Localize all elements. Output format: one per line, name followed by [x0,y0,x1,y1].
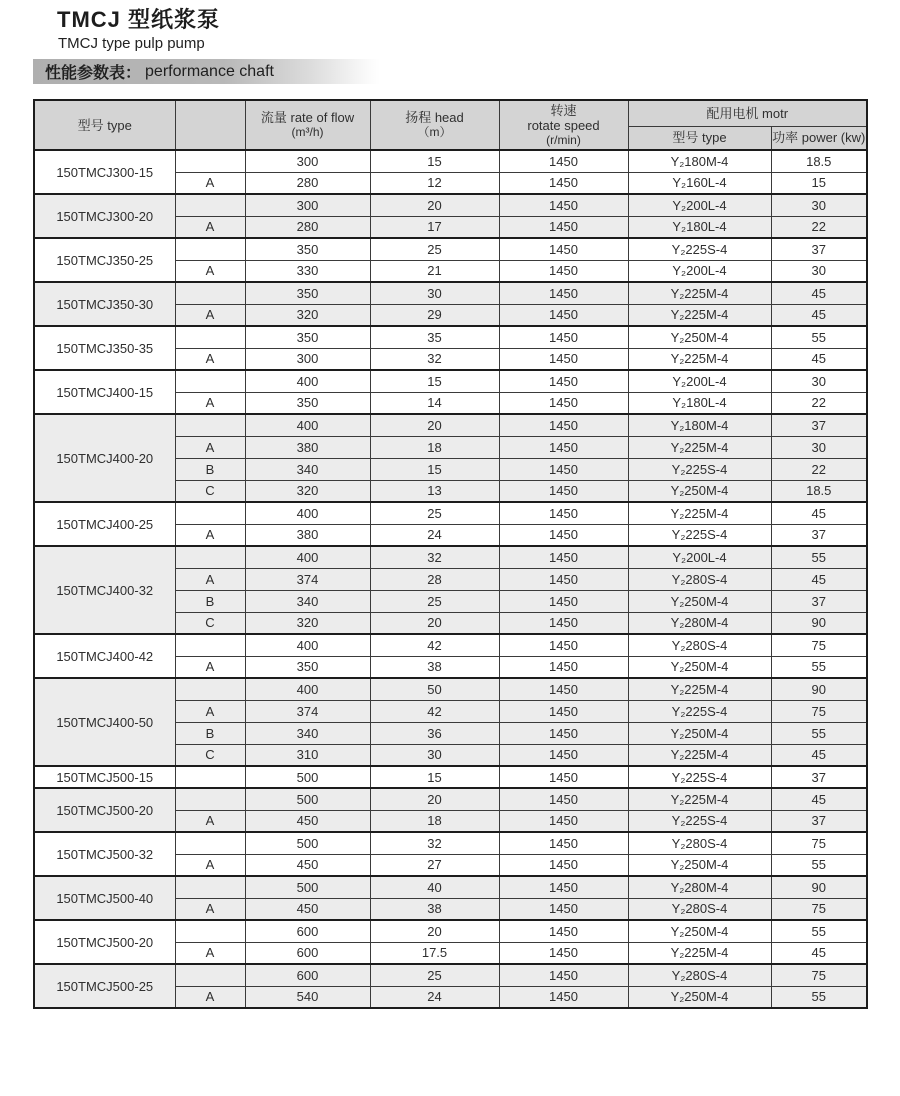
speed-cell: 1450 [499,436,628,458]
variant-cell: A [175,568,245,590]
head-cell: 15 [370,766,499,788]
table-row [34,920,867,942]
variant-cell: A [175,260,245,282]
motor-cell: Y₂250M-4 [628,920,771,942]
col-header-head-unit: （m） [417,125,452,139]
col-header-head [370,100,499,150]
table-row [34,282,867,304]
flow-cell: 300 [245,150,370,172]
motor-cell: Y₂225M-4 [628,942,771,964]
head-cell: 30 [370,744,499,766]
flow-cell: 350 [245,392,370,414]
table-row [34,326,867,348]
speed-cell: 1450 [499,150,628,172]
power-cell: 90 [771,612,867,634]
variant-cell: A [175,392,245,414]
speed-cell: 1450 [499,282,628,304]
motor-cell: Y₂225S-4 [628,810,771,832]
model-cell: 150TMCJ400-32 [34,546,175,634]
variant-cell [175,414,245,436]
flow-cell: 320 [245,480,370,502]
flow-cell: 450 [245,810,370,832]
motor-cell: Y₂225M-4 [628,788,771,810]
motor-cell: Y₂280M-4 [628,876,771,898]
flow-cell: 500 [245,876,370,898]
speed-cell: 1450 [499,238,628,260]
variant-cell [175,678,245,700]
head-cell: 25 [370,964,499,986]
power-cell: 45 [771,568,867,590]
head-cell: 40 [370,876,499,898]
motor-cell: Y₂200L-4 [628,546,771,568]
head-cell: 14 [370,392,499,414]
power-cell: 22 [771,392,867,414]
flow-cell: 374 [245,700,370,722]
table-row [34,238,867,260]
speed-cell: 1450 [499,348,628,370]
speed-cell: 1450 [499,986,628,1008]
head-cell: 15 [370,458,499,480]
power-cell: 15 [771,172,867,194]
motor-cell: Y₂250M-4 [628,722,771,744]
flow-cell: 350 [245,282,370,304]
flow-cell: 300 [245,348,370,370]
flow-cell: 400 [245,370,370,392]
speed-cell: 1450 [499,392,628,414]
power-cell: 75 [771,700,867,722]
power-cell: 55 [771,326,867,348]
page-subtitle: TMCJ type pulp pump [58,35,205,52]
motor-cell: Y₂180M-4 [628,414,771,436]
speed-cell: 1450 [499,304,628,326]
head-cell: 38 [370,656,499,678]
power-cell: 75 [771,898,867,920]
power-cell: 55 [771,920,867,942]
model-cell: 150TMCJ350-25 [34,238,175,282]
speed-cell: 1450 [499,634,628,656]
head-cell: 27 [370,854,499,876]
head-cell: 50 [370,678,499,700]
motor-cell: Y₂280S-4 [628,898,771,920]
model-cell: 150TMCJ300-20 [34,194,175,238]
speed-cell: 1450 [499,810,628,832]
head-cell: 35 [370,326,499,348]
performance-table [33,99,868,1009]
flow-cell: 450 [245,898,370,920]
speed-cell: 1450 [499,414,628,436]
power-cell: 37 [771,524,867,546]
flow-cell: 350 [245,238,370,260]
variant-cell: A [175,700,245,722]
head-cell: 32 [370,832,499,854]
variant-cell: A [175,172,245,194]
flow-cell: 400 [245,502,370,524]
motor-cell: Y₂225M-4 [628,744,771,766]
power-cell: 45 [771,744,867,766]
head-cell: 32 [370,546,499,568]
power-cell: 45 [771,348,867,370]
speed-cell: 1450 [499,502,628,524]
motor-cell: Y₂225M-4 [628,678,771,700]
table-row [34,678,867,700]
variant-cell: A [175,898,245,920]
motor-cell: Y₂200L-4 [628,370,771,392]
motor-cell: Y₂180L-4 [628,216,771,238]
head-cell: 12 [370,172,499,194]
variant-cell: C [175,612,245,634]
speed-cell: 1450 [499,524,628,546]
head-cell: 42 [370,634,499,656]
flow-cell: 380 [245,524,370,546]
speed-cell: 1450 [499,722,628,744]
variant-cell: B [175,458,245,480]
power-cell: 55 [771,986,867,1008]
table-row [34,634,867,656]
col-header-variant [175,100,245,150]
head-cell: 36 [370,722,499,744]
head-cell: 17.5 [370,942,499,964]
head-cell: 15 [370,150,499,172]
power-cell: 45 [771,788,867,810]
flow-cell: 310 [245,744,370,766]
speed-cell: 1450 [499,656,628,678]
flow-cell: 400 [245,546,370,568]
speed-cell: 1450 [499,920,628,942]
section-label-en: performance chaft [145,62,274,80]
model-cell: 150TMCJ500-25 [34,964,175,1008]
flow-cell: 500 [245,766,370,788]
model-cell: 150TMCJ400-15 [34,370,175,414]
power-cell: 90 [771,876,867,898]
motor-cell: Y₂200L-4 [628,194,771,216]
flow-cell: 280 [245,172,370,194]
head-cell: 30 [370,282,499,304]
model-cell: 150TMCJ500-32 [34,832,175,876]
col-header-flow-label: 流量 rate of flow [260,110,355,125]
power-cell: 75 [771,964,867,986]
motor-cell: Y₂280S-4 [628,634,771,656]
flow-cell: 380 [245,436,370,458]
table-row [34,546,867,568]
flow-cell: 400 [245,678,370,700]
motor-cell: Y₂250M-4 [628,986,771,1008]
variant-cell [175,546,245,568]
flow-cell: 600 [245,964,370,986]
col-header-head-label: 扬程 head [405,110,464,125]
flow-cell: 280 [245,216,370,238]
variant-cell: A [175,304,245,326]
variant-cell [175,326,245,348]
motor-cell: Y₂160L-4 [628,172,771,194]
variant-cell [175,964,245,986]
motor-cell: Y₂225M-4 [628,304,771,326]
motor-cell: Y₂200L-4 [628,260,771,282]
power-cell: 75 [771,832,867,854]
col-header-model: 型号 type [34,100,175,150]
flow-cell: 320 [245,612,370,634]
power-cell: 30 [771,370,867,392]
power-cell: 37 [771,238,867,260]
col-header-motor-group: 配用电机 motr [628,100,867,126]
col-header-speed-unit: (r/min) [546,132,581,147]
motor-cell: Y₂225S-4 [628,766,771,788]
head-cell: 15 [370,370,499,392]
variant-cell: B [175,590,245,612]
head-cell: 17 [370,216,499,238]
speed-cell: 1450 [499,546,628,568]
model-cell: 150TMCJ400-20 [34,414,175,502]
variant-cell [175,788,245,810]
head-cell: 18 [370,436,499,458]
section-header-bar [33,59,380,84]
flow-cell: 350 [245,656,370,678]
motor-cell: Y₂250M-4 [628,656,771,678]
model-cell: 150TMCJ400-50 [34,678,175,766]
page-title: TMCJ 型纸浆泵 [57,7,221,32]
flow-cell: 300 [245,194,370,216]
model-cell: 150TMCJ300-15 [34,150,175,194]
motor-cell: Y₂225M-4 [628,348,771,370]
power-cell: 30 [771,260,867,282]
speed-cell: 1450 [499,766,628,788]
variant-cell [175,766,245,788]
variant-cell: C [175,480,245,502]
power-cell: 37 [771,766,867,788]
col-header-speed-cn: 转速 [550,102,577,118]
variant-cell: A [175,656,245,678]
table-row [34,832,867,854]
flow-cell: 450 [245,854,370,876]
power-cell: 37 [771,590,867,612]
motor-cell: Y₂250M-4 [628,854,771,876]
model-cell: 150TMCJ500-40 [34,876,175,920]
head-cell: 24 [370,986,499,1008]
power-cell: 45 [771,304,867,326]
table-row [34,788,867,810]
motor-cell: Y₂280S-4 [628,568,771,590]
head-cell: 24 [370,524,499,546]
power-cell: 45 [771,942,867,964]
table-row [34,414,867,436]
power-cell: 45 [771,282,867,304]
speed-cell: 1450 [499,216,628,238]
col-header-flow-unit: (m³/h) [291,125,324,139]
head-cell: 29 [370,304,499,326]
motor-cell: Y₂225S-4 [628,524,771,546]
col-header-speed-en: rotate speed [527,117,600,133]
motor-cell: Y₂225M-4 [628,436,771,458]
variant-cell [175,634,245,656]
model-cell: 150TMCJ400-25 [34,502,175,546]
power-cell: 18.5 [771,150,867,172]
speed-cell: 1450 [499,458,628,480]
speed-cell: 1450 [499,744,628,766]
speed-cell: 1450 [499,788,628,810]
flow-cell: 350 [245,326,370,348]
variant-cell [175,150,245,172]
motor-cell: Y₂225M-4 [628,502,771,524]
table-row [34,502,867,524]
variant-cell [175,876,245,898]
table-body [34,150,867,1008]
motor-cell: Y₂225S-4 [628,458,771,480]
variant-cell [175,832,245,854]
speed-cell: 1450 [499,612,628,634]
power-cell: 18.5 [771,480,867,502]
speed-cell: 1450 [499,942,628,964]
speed-cell: 1450 [499,832,628,854]
power-cell: 55 [771,722,867,744]
flow-cell: 400 [245,634,370,656]
model-cell: 150TMCJ400-42 [34,634,175,678]
speed-cell: 1450 [499,370,628,392]
head-cell: 25 [370,238,499,260]
variant-cell: A [175,524,245,546]
col-header-flow [245,100,370,150]
variant-cell: C [175,744,245,766]
model-cell: 150TMCJ500-20 [34,788,175,832]
speed-cell: 1450 [499,568,628,590]
motor-cell: Y₂280M-4 [628,612,771,634]
variant-cell: A [175,854,245,876]
table-row [34,876,867,898]
power-cell: 30 [771,194,867,216]
model-cell: 150TMCJ500-15 [34,766,175,788]
model-cell: 150TMCJ350-35 [34,326,175,370]
table-row [34,964,867,986]
variant-cell: A [175,986,245,1008]
flow-cell: 500 [245,788,370,810]
motor-cell: Y₂180L-4 [628,392,771,414]
variant-cell: A [175,348,245,370]
power-cell: 22 [771,458,867,480]
power-cell: 55 [771,546,867,568]
head-cell: 21 [370,260,499,282]
motor-cell: Y₂225S-4 [628,238,771,260]
speed-cell: 1450 [499,194,628,216]
power-cell: 55 [771,854,867,876]
col-header-motor-power: 功率 power (kw) [771,126,867,150]
variant-cell [175,238,245,260]
col-header-speed [499,100,628,150]
speed-cell: 1450 [499,480,628,502]
head-cell: 13 [370,480,499,502]
flow-cell: 540 [245,986,370,1008]
power-cell: 45 [771,502,867,524]
flow-cell: 400 [245,414,370,436]
motor-cell: Y₂225M-4 [628,282,771,304]
head-cell: 20 [370,920,499,942]
model-cell: 150TMCJ350-30 [34,282,175,326]
motor-cell: Y₂250M-4 [628,590,771,612]
head-cell: 20 [370,414,499,436]
variant-cell [175,370,245,392]
head-cell: 38 [370,898,499,920]
head-cell: 18 [370,810,499,832]
speed-cell: 1450 [499,964,628,986]
power-cell: 90 [771,678,867,700]
variant-cell: A [175,436,245,458]
section-label-cn: 性能参数表： [45,65,142,82]
table-row [34,766,867,788]
speed-cell: 1450 [499,260,628,282]
speed-cell: 1450 [499,590,628,612]
speed-cell: 1450 [499,678,628,700]
head-cell: 20 [370,194,499,216]
flow-cell: 340 [245,458,370,480]
variant-cell [175,502,245,524]
flow-cell: 340 [245,722,370,744]
speed-cell: 1450 [499,326,628,348]
table-row [34,370,867,392]
head-cell: 25 [370,590,499,612]
head-cell: 32 [370,348,499,370]
variant-cell [175,194,245,216]
speed-cell: 1450 [499,876,628,898]
speed-cell: 1450 [499,172,628,194]
table-header [34,100,867,150]
power-cell: 55 [771,656,867,678]
head-cell: 20 [370,612,499,634]
variant-cell: A [175,810,245,832]
catalog-page [0,3,900,1096]
power-cell: 22 [771,216,867,238]
table-row [34,150,867,172]
motor-cell: Y₂180M-4 [628,150,771,172]
variant-cell [175,282,245,304]
speed-cell: 1450 [499,854,628,876]
motor-cell: Y₂250M-4 [628,326,771,348]
col-header-motor-type: 型号 type [628,126,771,150]
head-cell: 28 [370,568,499,590]
power-cell: 75 [771,634,867,656]
flow-cell: 330 [245,260,370,282]
flow-cell: 340 [245,590,370,612]
power-cell: 37 [771,414,867,436]
head-cell: 20 [370,788,499,810]
motor-cell: Y₂280S-4 [628,964,771,986]
variant-cell [175,920,245,942]
flow-cell: 600 [245,920,370,942]
variant-cell: A [175,942,245,964]
model-cell: 150TMCJ500-20 [34,920,175,964]
variant-cell: A [175,216,245,238]
head-cell: 25 [370,502,499,524]
speed-cell: 1450 [499,700,628,722]
speed-cell: 1450 [499,898,628,920]
flow-cell: 374 [245,568,370,590]
motor-cell: Y₂250M-4 [628,480,771,502]
variant-cell: B [175,722,245,744]
flow-cell: 320 [245,304,370,326]
table-row [34,194,867,216]
power-cell: 37 [771,810,867,832]
power-cell: 30 [771,436,867,458]
motor-cell: Y₂225S-4 [628,700,771,722]
head-cell: 42 [370,700,499,722]
motor-cell: Y₂280S-4 [628,832,771,854]
flow-cell: 600 [245,942,370,964]
flow-cell: 500 [245,832,370,854]
